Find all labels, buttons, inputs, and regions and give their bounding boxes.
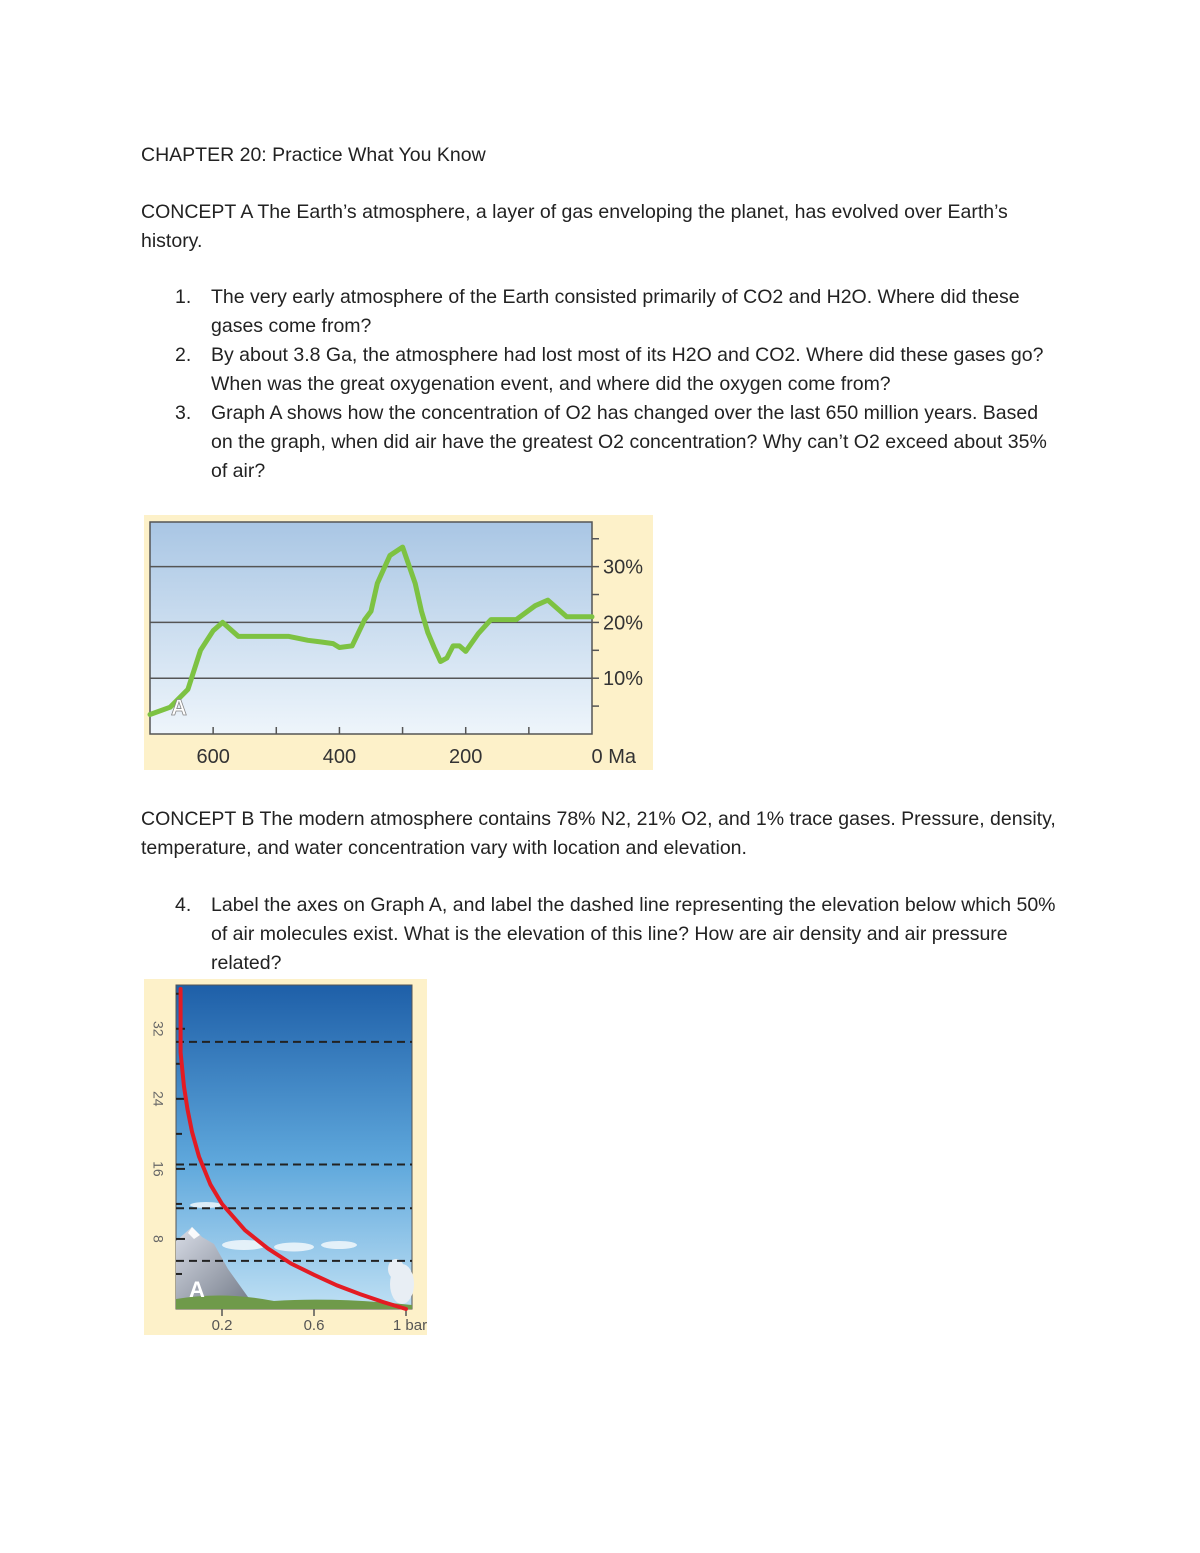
question-text: Graph A shows how the concentration of O2 has changed over the last 650 million years. Based on the graph, when did air have the greatest O2 concentration? Why can’t O2 exceed about 35% of air? — [211, 402, 1047, 482]
question-number: 4. — [175, 894, 192, 916]
o2-concentration-chart — [144, 515, 653, 770]
question-number: 3. — [175, 402, 192, 424]
question-text: The very early atmosphere of the Earth consisted primarily of CO2 and H2O. Where did these gases come from? — [211, 286, 1020, 337]
concept-b-text: CONCEPT B The modern atmosphere contains 78% N2, 21% O2, and 1% trace gases. Pressure, density, temperature, and water concentration vary with location and elevation. — [141, 808, 1056, 859]
pressure-elevation-chart — [144, 979, 427, 1335]
x-tick-label: 0 Ma — [591, 746, 636, 768]
question-number: 1. — [175, 286, 192, 308]
question-text: By about 3.8 Ga, the atmosphere had lost most of its H2O and CO2. Where did these gases go? When was the great oxygenation event, and where did the oxygen come from? — [211, 344, 1044, 395]
panel-label: A — [171, 695, 187, 720]
x-tick-label: 0.2 — [211, 1317, 233, 1334]
y-tick-label: 10% — [603, 668, 644, 691]
list-item — [160, 341, 1060, 399]
question-list-a — [160, 283, 1060, 486]
x-tick-label: 1 bar — [392, 1317, 427, 1334]
question-list-b — [160, 891, 1060, 978]
question-text: Label the axes on Graph A, and label the dashed line representing the elevation below which 50% of air molecules exist. What is the elevation of this line? How are air density and air pressure related? — [211, 894, 1056, 974]
question-number: 2. — [175, 344, 192, 366]
y-tick-label: 8 — [150, 1235, 167, 1243]
y-tick-label: 32 — [150, 1021, 167, 1037]
list-item — [160, 283, 1060, 341]
y-tick-label: 16 — [150, 1161, 167, 1177]
x-tick-label: 400 — [322, 746, 357, 768]
y-tick-label: 20% — [603, 612, 644, 635]
page-title: CHAPTER 20: Practice What You Know — [141, 144, 486, 166]
y-tick-label: 30% — [603, 556, 644, 579]
list-item — [160, 891, 1060, 978]
panel-label: A — [189, 1277, 205, 1302]
list-item — [160, 399, 1060, 486]
x-tick-label: 200 — [449, 746, 483, 768]
x-tick-label: 600 — [196, 746, 230, 768]
x-tick-label: 0.6 — [303, 1317, 325, 1334]
concept-a-text: CONCEPT A The Earth’s atmosphere, a layer of gas enveloping the planet, has evolved over Earth’s history. — [141, 201, 1008, 252]
y-tick-label: 24 — [150, 1091, 167, 1107]
